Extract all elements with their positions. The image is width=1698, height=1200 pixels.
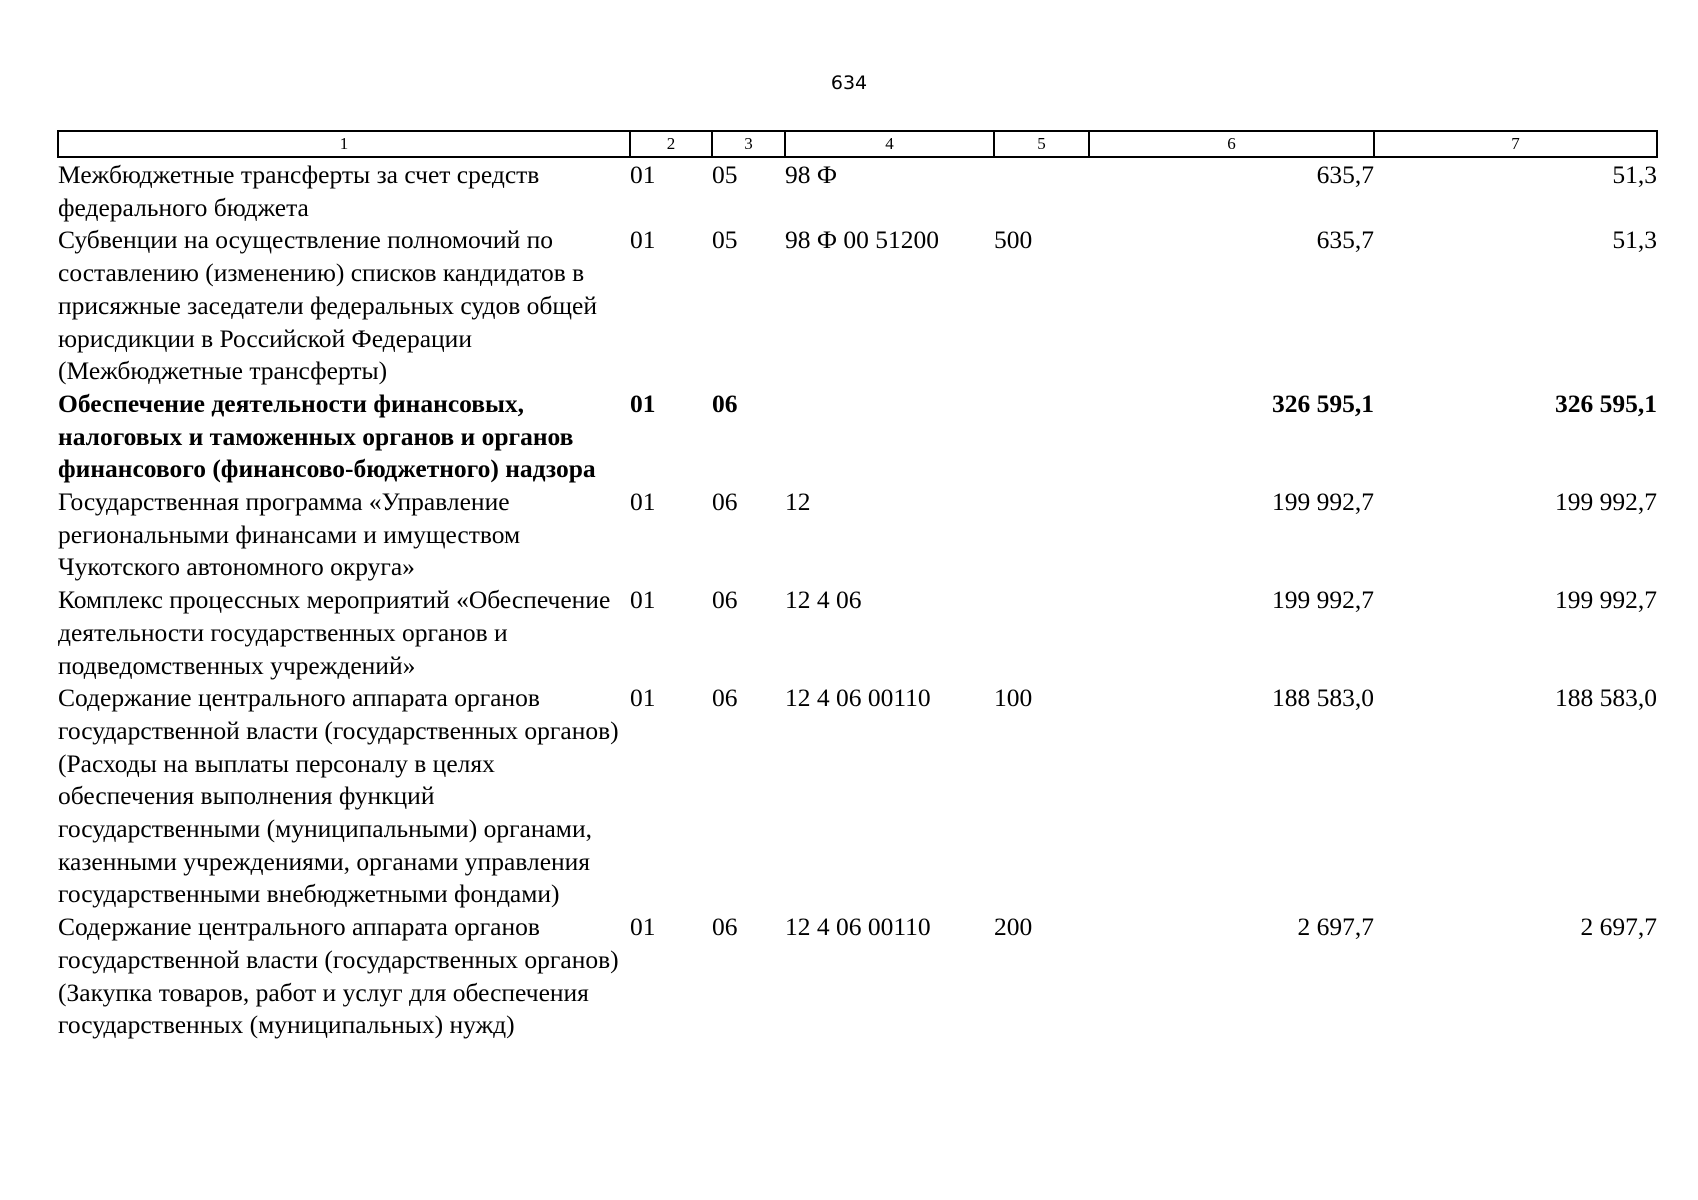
subsection-code-cell: 06 (712, 585, 738, 615)
row-name-cell: Обеспечение деятельности финансовых, налоговых и таможенных органов и органов финансового (финансово-бюджетного) надзора (58, 388, 596, 484)
table-row (58, 584, 1657, 682)
subsection-code-cell: 06 (712, 912, 738, 942)
subsection-code-cell: 06 (712, 683, 738, 713)
table-row (58, 388, 1657, 486)
amount-col7-cell: 188 583,0 (1555, 683, 1657, 713)
row-name-cell: Содержание центрального аппарата органов государственной власти (государственных органов) (Закупка товаров, работ и услуг для обеспечения государственных (муниципальных) нужд) (58, 912, 619, 1040)
table-row (58, 486, 1657, 584)
column-header-1: 1 (58, 131, 630, 157)
section-code-cell: 01 (630, 585, 656, 615)
expense-type-cell: 200 (994, 912, 1033, 942)
amount-col7-cell: 51,3 (1612, 160, 1657, 189)
column-header-6: 6 (1089, 131, 1374, 157)
column-number-header-row (58, 131, 1657, 157)
target-article-cell: 12 4 06 00110 (785, 912, 931, 942)
target-article-cell: 12 4 06 (785, 585, 862, 615)
target-article-cell: 12 (785, 487, 811, 517)
row-name-cell: Содержание центрального аппарата органов государственной власти (государственных органов) (Расходы на выплаты персоналу в целях обеспечения выполнения функций государственными (муниципальными) органами, казенными учреждениями, органами управления государственными внебюджетными фондами) (58, 683, 619, 909)
amount-col7-cell: 51,3 (1612, 225, 1657, 255)
row-name-cell: Комплекс процессных мероприятий «Обеспечение деятельности государственных органов и подведомственных учреждений» (58, 585, 611, 680)
expense-type-cell: 500 (994, 225, 1033, 255)
target-article-cell: 12 4 06 00110 (785, 683, 931, 713)
amount-col7-cell: 199 992,7 (1555, 585, 1657, 615)
subsection-code-cell: 06 (712, 388, 738, 418)
column-header-4: 4 (785, 131, 994, 157)
section-code-cell: 01 (630, 225, 656, 255)
amount-col7-cell: 199 992,7 (1555, 487, 1657, 517)
column-header-5: 5 (994, 131, 1089, 157)
subsection-code-cell: 05 (712, 160, 738, 189)
amount-col6-cell: 188 583,0 (1272, 683, 1374, 713)
section-code-cell: 01 (630, 487, 656, 517)
amount-col6-cell: 199 992,7 (1272, 585, 1374, 615)
amount-col6-cell: 199 992,7 (1272, 487, 1374, 517)
row-name-cell: Субвенции на осуществление полномочий по составлению (изменению) списков кандидатов в присяжные заседатели федеральных судов общей юрисдикции в Российской Федерации (Межбюджетные трансферты) (58, 225, 597, 386)
column-header-2: 2 (630, 131, 712, 157)
table-row (58, 911, 1657, 1042)
row-name-cell: Межбюджетные трансферты за счет средств федерального бюджета (58, 160, 540, 222)
section-code-cell: 01 (630, 388, 656, 418)
amount-col6-cell: 635,7 (1316, 160, 1374, 189)
subsection-code-cell: 06 (712, 487, 738, 517)
section-code-cell: 01 (630, 912, 656, 942)
table-row (58, 224, 1657, 388)
row-name-cell: Государственная программа «Управление региональными финансами и имуществом Чукотского автономного округа» (58, 487, 521, 582)
amount-col6-cell: 326 595,1 (1272, 388, 1374, 418)
expense-type-cell: 100 (994, 683, 1033, 713)
amount-col7-cell: 2 697,7 (1580, 912, 1657, 942)
section-code-cell: 01 (630, 160, 656, 189)
budget-table-body (58, 157, 1657, 1042)
amount-col7-cell: 326 595,1 (1555, 388, 1657, 418)
expense-type-cell (994, 486, 1089, 584)
expense-type-cell (994, 584, 1089, 682)
target-article-cell (785, 388, 994, 486)
budget-table (57, 130, 1658, 1042)
table-row (58, 682, 1657, 911)
column-header-3: 3 (712, 131, 785, 157)
page-number: 634 (830, 72, 868, 94)
column-header-7: 7 (1374, 131, 1657, 157)
subsection-code-cell: 05 (712, 225, 738, 255)
section-code-cell: 01 (630, 683, 656, 713)
expense-type-cell (994, 157, 1089, 224)
target-article-cell: 98 Ф 00 51200 (785, 225, 940, 255)
target-article-cell: 98 Ф (785, 160, 838, 189)
amount-col6-cell: 635,7 (1316, 225, 1374, 255)
amount-col6-cell: 2 697,7 (1297, 912, 1374, 942)
table-row (58, 157, 1657, 224)
expense-type-cell (994, 388, 1089, 486)
